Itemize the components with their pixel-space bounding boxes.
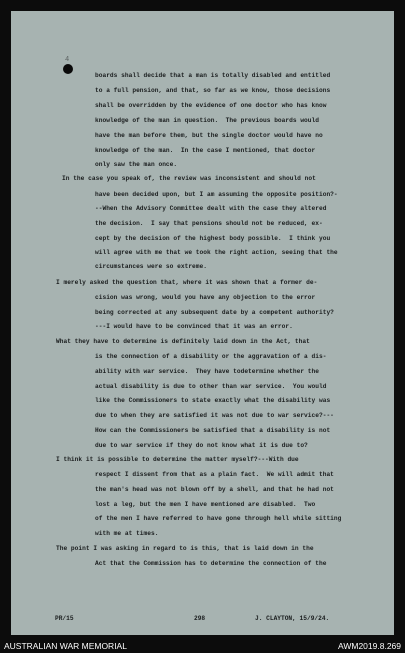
text-line: In the case you speak of, the review was inconsistent and should not xyxy=(62,175,316,182)
text-line: only saw the man once. xyxy=(95,161,178,168)
footer-reference: PR/15 xyxy=(55,615,74,622)
text-line: I merely asked the question that, where it was shown that a former de- xyxy=(56,279,318,286)
text-line: actual disability is due to other than war service. You would xyxy=(95,383,327,390)
text-line: the man's head was not blown off by a shell, and that he had not xyxy=(95,486,334,493)
text-line: to a full pension, and that, so far as we know, those decisions xyxy=(95,87,331,94)
text-line: How can the Commissioners be satisfied that a disability is not xyxy=(95,427,331,434)
archive-reference: AWM2019.8.269 xyxy=(338,641,401,651)
text-line: circumstances were so extreme. xyxy=(95,263,207,270)
text-line: like the Commissioners to state exactly what the disability was xyxy=(95,397,331,404)
text-line: knowledge of the man in question. The previous boards would xyxy=(95,117,319,124)
text-line: boards shall decide that a man is totally disabled and entitled xyxy=(95,72,331,79)
text-line: due to when they are satisfied it was not due to war service?--- xyxy=(95,412,334,419)
footer-witness: J. CLAYTON, 15/9/24. xyxy=(255,615,330,622)
text-line: have been decided upon, but I am assuming the opposite position?- xyxy=(95,191,338,198)
margin-mark: 4 xyxy=(65,56,70,64)
archive-name: AUSTRALIAN WAR MEMORIAL xyxy=(4,641,127,651)
text-line: is the connection of a disability or the aggravation of a dis- xyxy=(95,353,327,360)
text-line: due to war service if they do not know what it is due to? xyxy=(95,442,308,449)
archive-caption-bar xyxy=(0,639,405,653)
document-page xyxy=(11,11,394,635)
text-line: ---I would have to be convinced that it was an error. xyxy=(95,323,293,330)
text-line: being corrected at any subsequent date by a competent authority? xyxy=(95,309,334,316)
typed-text-block xyxy=(11,11,394,635)
text-line: Act that the Commission has to determine the connection of the xyxy=(95,560,327,567)
text-line: shall be overridden by the evidence of one doctor who has know xyxy=(95,102,327,109)
text-line: respect I dissent from that as a plain fact. We will admit that xyxy=(95,471,334,478)
text-line: cision was wrong, would you have any objection to the error xyxy=(95,294,316,301)
page-number: 298 xyxy=(194,615,206,622)
text-line: --When the Advisory Committee dealt with the case they altered xyxy=(95,205,327,212)
text-line: cept by the decision of the highest body possible. I think you xyxy=(95,235,331,242)
text-line: lost a leg, but the men I have mentioned are disabled. Two xyxy=(95,501,316,508)
text-line: ability with war service. They have todetermine whether the xyxy=(95,368,319,375)
text-line: with me at times. xyxy=(95,530,159,537)
text-line: have the man before them, but the single doctor would have no xyxy=(95,132,323,139)
text-line: the decision. I say that pensions should not be reduced, ex- xyxy=(95,220,323,227)
text-line: What they have to determine is definitely laid down in the Act, that xyxy=(56,338,310,345)
text-line: I think it is possible to determine the matter myself?---With due xyxy=(56,456,299,463)
text-line: knowledge of the man. In the case I mentioned, that doctor xyxy=(95,147,316,154)
text-line: will agree with me that we took the right action, seeing that the xyxy=(95,249,338,256)
text-line: The point I was asking in regard to is this, that is laid down in the xyxy=(56,545,314,552)
text-line: of the men I have referred to have gone through hell while sitting xyxy=(95,515,342,522)
